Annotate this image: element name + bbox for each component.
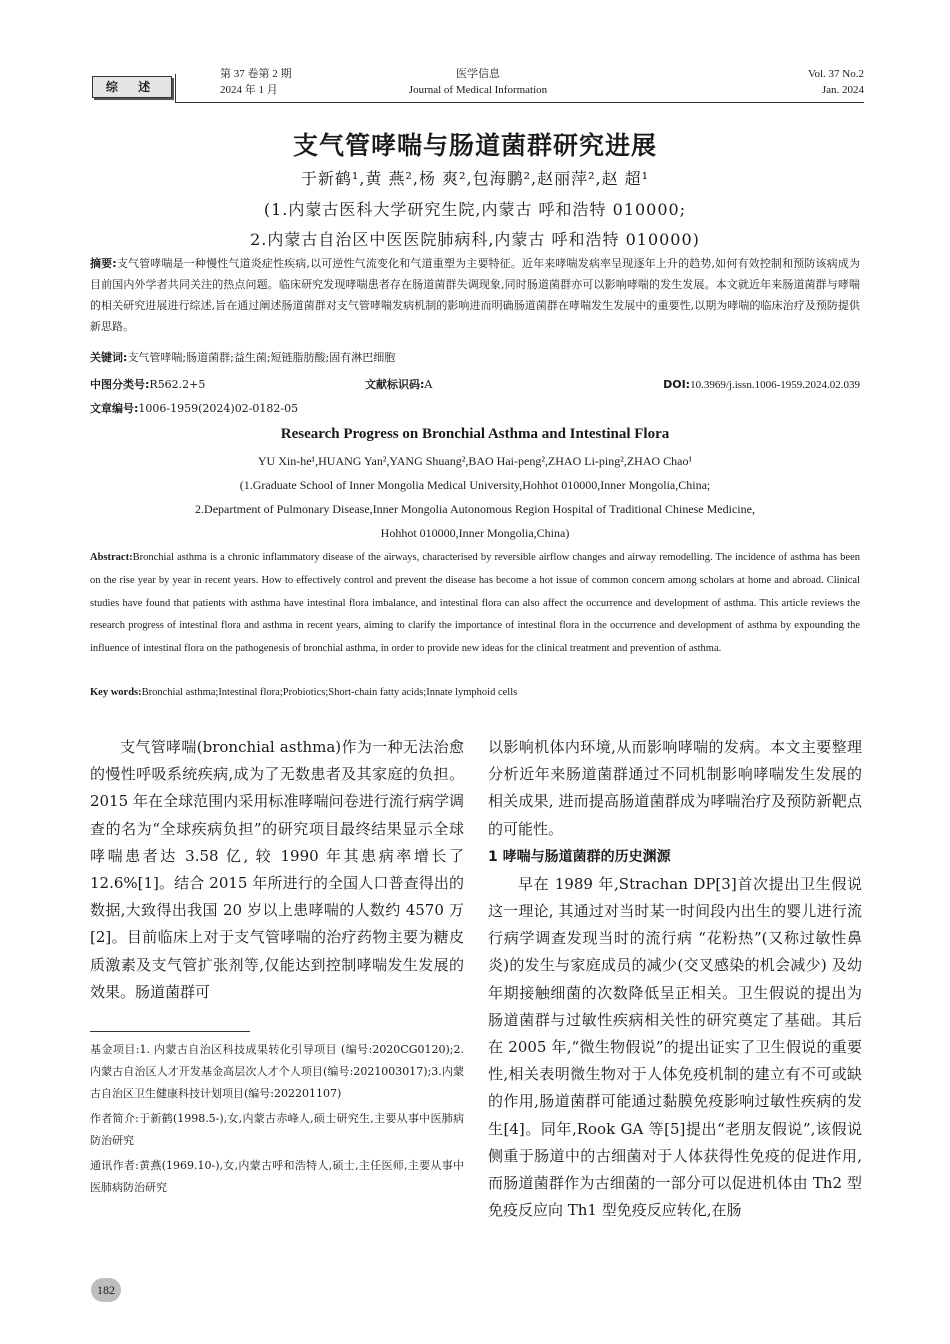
article-number-value: 1006-1959(2024)02-0182-05 [138,402,299,415]
body-column-left [90,734,464,1006]
abstract-en-text: Bronchial asthma is a chronic inflammatory disease of the airways, characterised by reversible airflow changes and airway remodelling. The incidence of asthma has been on the rise year by year in recent years. How to effectively control and prevent the disease has become a hot issue of common concern among scholars at home and abroad. Clinical studies have found that patients with asthma have intestinal flora imbalance, and intestinal flora can also affect the occurrence and development of asthma. This article reviews the research progress of intestinal flora and asthma in recent years, aiming to clarify the importance of intestinal flora in the occurrence and development of asthma by expounding the influence of intestinal flora on the pathogenesis of bronchial asthma, in order to provide new ideas for the clinical treatment and prevention of asthma. [90,552,860,655]
body-paragraph: 支气管哮喘(bronchial asthma)作为一种无法治愈的慢性呼吸系统疾病,成为了无数患者及其家庭的负担。2015 年在全球范围内采用标准哮喘问卷进行流行病学调查的名为“全球疾病负担”的研究项目最终结果显示全球哮喘患者达 3.58 亿, 较 1990 年其患病率增长了 12.6%[1]。结合 2015 年所进行的全国人口普查得出的数据,大致得出我国 20 岁以上患哮喘的人数约 4570 万[2]。目前临床上对于支气管哮喘的治疗药物主要为糖皮质激素及支气管扩张剂等,仅能达到控制哮喘发生发展的效果。肠道菌群可 [90,738,464,1001]
header-volume-cn: 第 37 卷第 2 期 [220,68,292,80]
document-code [365,375,432,395]
clc-number [90,375,205,395]
footnote-rule [90,1031,250,1032]
abstract-cn-text: 支气管哮喘是一种慢性气道炎症性疾病,以可逆性气流变化和气道重塑为主要特征。近年来哮喘发病率呈现逐年上升的趋势,如何有效控制和预防该病成为目前国内外学者共同关注的热点问题。临床研究发现哮喘患者存在肠道菌群失调现象,同时肠道菌群亦可以影响哮喘的发生发展。本文就近年来肠道菌群与哮喘的相关研究进展进行综述,旨在通过阐述肠道菌群对支气管哮喘发病机制的影响进而明确肠道菌群在哮喘发生发展中的重要性,以期为哮喘的临床治疗及预防提供新思路。 [90,257,860,333]
doi-label: DOI: [663,378,691,391]
keywords-cn-label: 关键词: [90,351,128,364]
header-issue-en [808,66,864,98]
article-number [90,399,298,419]
journal-name-en: Journal of Medical Information [408,84,548,96]
footnote-author-bio: 作者简介:于新鹤(1998.5-),女,内蒙古赤峰人,硕士研究生,主要从事中医肺病防治研究 [90,1112,464,1147]
header-volume-en: Vol. 37 No.2 [807,68,864,80]
keywords-en-text: Bronchial asthma;Intestinal flora;Probiotics;Short-chain fatty acids;Innate lymphoid cells [141,687,518,698]
footnotes [90,1039,464,1202]
affiliation-en-2: 2.Department of Pulmonary Disease,Inner Mongolia Autonomous Region Hospital of Traditional Chinese Medicine, [195,502,755,516]
affiliation-cn-2: 2.内蒙古自治区中医医院肺病科,内蒙古 呼和浩特 010000) [250,230,700,249]
running-header [92,64,864,104]
affiliation-cn-1: (1.内蒙古医科大学研究生院,内蒙古 呼和浩特 010000; [263,200,687,219]
doc-code-label: 文献标识码: [365,378,425,391]
journal-name-cn: 医学信息 [456,68,500,80]
body-paragraph: 以影响机体内环境,从而影响哮喘的发病。本文主要整理分析近年来肠道菌群通过不同机制影响哮喘发生发展的相关成果, 进而提高肠道菌群成为哮喘治疗及预防新靶点的可能性。 [488,738,862,838]
article-number-label: 文章编号: [90,402,139,415]
abstract-en-label: Abstract: [90,552,133,563]
article-title-cn: 支气管哮喘与肠道菌群研究进展 [292,131,657,160]
abstract-cn [90,253,860,337]
authors-en: YU Xin-he¹,HUANG Yan²,YANG Shuang²,BAO Hai-peng²,ZHAO Li-ping²,ZHAO Chao¹ [257,454,693,468]
doi-value: 10.3969/j.issn.1006-1959.2024.02.039 [690,379,860,391]
header-date-cn: 2024 年 1 月 [220,84,278,96]
clc-value: R562.2+5 [149,378,206,391]
footnote-correspondence: 通讯作者:黄燕(1969.10-),女,内蒙古呼和浩特人,硕士,主任医师,主要从事中医肺病防治研究 [90,1159,464,1194]
abstract-en [90,547,860,661]
body-paragraph: 早在 1989 年,Strachan DP[3]首次提出卫生假说这一理论, 其通过对当时某一时间段内出生的婴儿进行流行病学调查发现当时的流行病 “花粉热”(又称过敏性鼻炎)的发生与家庭成员的减少(交叉感染的机会减少) 及幼年期接触细菌的次数降低呈正相关。卫生假说的提出为肠道菌群与过敏性疾病相关性的研究奠定了基础。其后在 2005 年,“微生物假说”的提出证实了卫生假说的重要性,相关表明微生物对于人体免疫机制的建立有不可或缺的作用,肠道菌群可能通过黏膜免疫影响过敏性疾病的发生[4]。同年,Rook GA 等[5]提出“老朋友假说”,该假说侧重于肠道中的古细菌对于人体获得性免疫的促进作用, 而肠道菌群作为古细菌的一部分可以促进机体由 Th2 型免疫反应向 Th1 型免疫反应转化,在肠 [488,874,862,1220]
abstract-cn-label: 摘要: [90,257,117,270]
section-tag: 综 述 [92,76,172,98]
article-title-en: Research Progress on Bronchial Asthma and Intestinal Flora [280,426,670,442]
header-date-en: Jan. 2024 [821,84,864,96]
footnote-funding: 基金项目:1. 内蒙古自治区科技成果转化引导项目 (编号:2020CG0120);2. 内蒙古自治区人才开发基金高层次人才个人项目(编号:2021003017);3.内蒙古自治区卫生健康科技计划项目(编号:202201107) [90,1043,464,1100]
header-rule [175,102,864,103]
header-divider [175,74,176,102]
body-column-right [488,734,862,1224]
header-journal [378,66,578,98]
keywords-en [90,683,517,703]
header-issue-cn [220,66,292,98]
affiliation-en-3: Hohhot 010000,Inner Mongolia,China) [380,526,570,540]
keywords-en-label: Key words: [90,687,142,698]
keywords-cn [90,348,395,368]
doc-code-value: A [424,378,433,391]
page-number: 182 [91,1278,121,1302]
clc-label: 中图分类号: [90,378,150,391]
affiliation-en-1: (1.Graduate School of Inner Mongolia Medical University,Hohhot 010000,Inner Mongolia,China; [239,478,711,492]
authors-cn: 于新鹤¹,黄 燕²,杨 爽²,包海鹏²,赵丽萍²,赵 超¹ [300,169,650,188]
section-heading: 1 哮喘与肠道菌群的历史渊源 [488,848,671,865]
doi [663,375,860,395]
keywords-cn-text: 支气管哮喘;肠道菌群;益生菌;短链脂肪酸;固有淋巴细胞 [127,351,396,364]
